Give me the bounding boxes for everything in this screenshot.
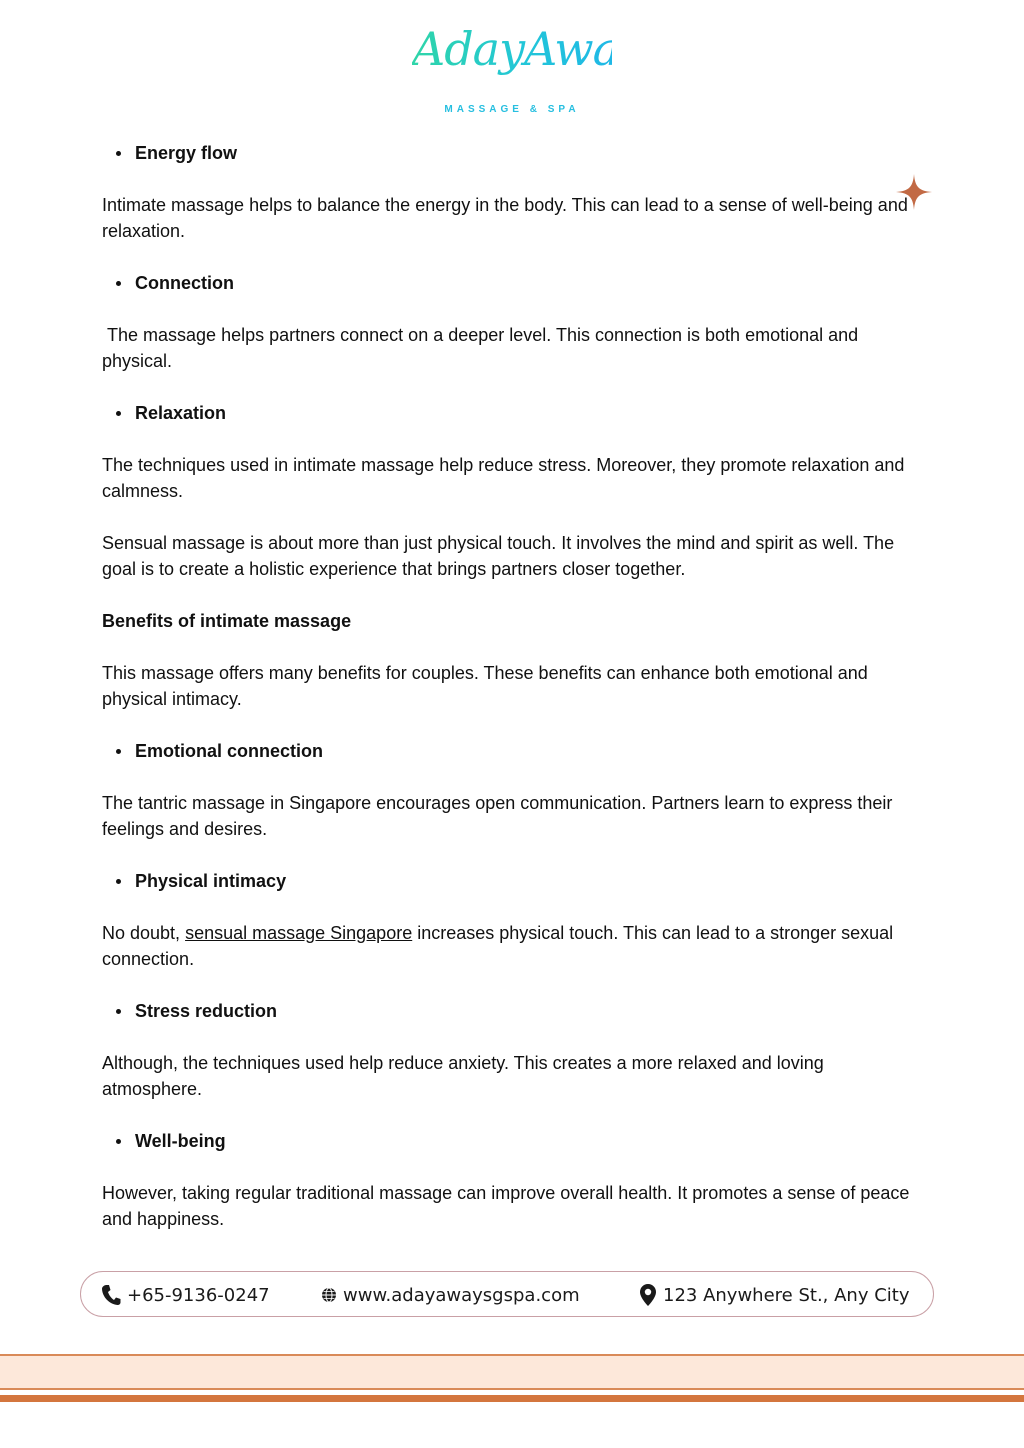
paragraph-benefits-intro: This massage offers many benefits for couples. These benefits can enhance both emotional and physical intimacy.	[102, 663, 868, 709]
section-heading-benefits: Benefits of intimate massage	[102, 611, 352, 631]
address-text: 123 Anywhere St., Any City	[663, 1284, 910, 1306]
phone-number: +65-9136-0247	[127, 1284, 270, 1306]
paragraph-relaxation: The techniques used in intimate massage help reduce stress. Moreover, they promote relaxation and calmness.	[102, 455, 905, 501]
footer-band-bottom-line	[0, 1395, 1024, 1402]
contact-address	[639, 1272, 909, 1318]
footer-band-line	[0, 1388, 1024, 1390]
brand-logo	[412, 18, 645, 123]
contact-phone[interactable]	[101, 1272, 270, 1318]
contact-website[interactable]	[321, 1272, 580, 1318]
brand-tagline: MASSAGE & SPA	[444, 104, 580, 115]
article-body	[102, 140, 922, 1232]
paragraph-physical-start: No doubt,	[102, 923, 186, 943]
bullet-heading-emotional: Emotional connection	[102, 738, 922, 764]
website-url: www.adayawaysgspa.com	[343, 1284, 580, 1306]
paragraph-connection: The massage helps partners connect on a deeper level. This connection is both emotional and physical.	[102, 325, 864, 371]
paragraph-sensual: Sensual massage is about more than just physical touch. It involves the mind and spirit as well. The goal is to create a holistic experience that brings partners closer together.	[102, 533, 895, 579]
bullet-heading-energy-flow: Energy flow	[102, 140, 922, 166]
bullet-heading-physical: Physical intimacy	[102, 868, 922, 894]
paragraph-energy-flow: Intimate massage helps to balance the energy in the body. This can lead to a sense of well-being and relaxation.	[102, 195, 908, 241]
paragraph-stress: Although, the techniques used help reduce anxiety. This creates a more relaxed and loving atmosphere.	[102, 1053, 824, 1099]
paragraph-physical-end: increases physical touch. This can lead to a stronger sexual connection.	[102, 923, 899, 969]
paragraph-emotional: The tantric massage in Singapore encourages open communication. Partners learn to express their feelings and desires.	[102, 793, 893, 839]
brand-name: AdayAway	[412, 22, 645, 76]
contact-bar	[80, 1271, 934, 1317]
paragraph-physical	[102, 920, 922, 972]
bullet-heading-connection: Connection	[102, 270, 922, 296]
bullet-heading-wellbeing: Well-being	[102, 1128, 922, 1154]
bullet-heading-stress: Stress reduction	[102, 998, 922, 1024]
footer-band	[0, 1356, 1024, 1388]
sensual-massage-link[interactable]: sensual massage Singapore	[185, 923, 413, 943]
location-pin-icon	[639, 1283, 657, 1307]
phone-icon	[101, 1284, 121, 1306]
paragraph-wellbeing: However, taking regular traditional massage can improve overall health. It promotes a sense of peace and happiness.	[102, 1183, 910, 1229]
globe-icon	[321, 1287, 337, 1303]
bullet-heading-relaxation: Relaxation	[102, 400, 922, 426]
